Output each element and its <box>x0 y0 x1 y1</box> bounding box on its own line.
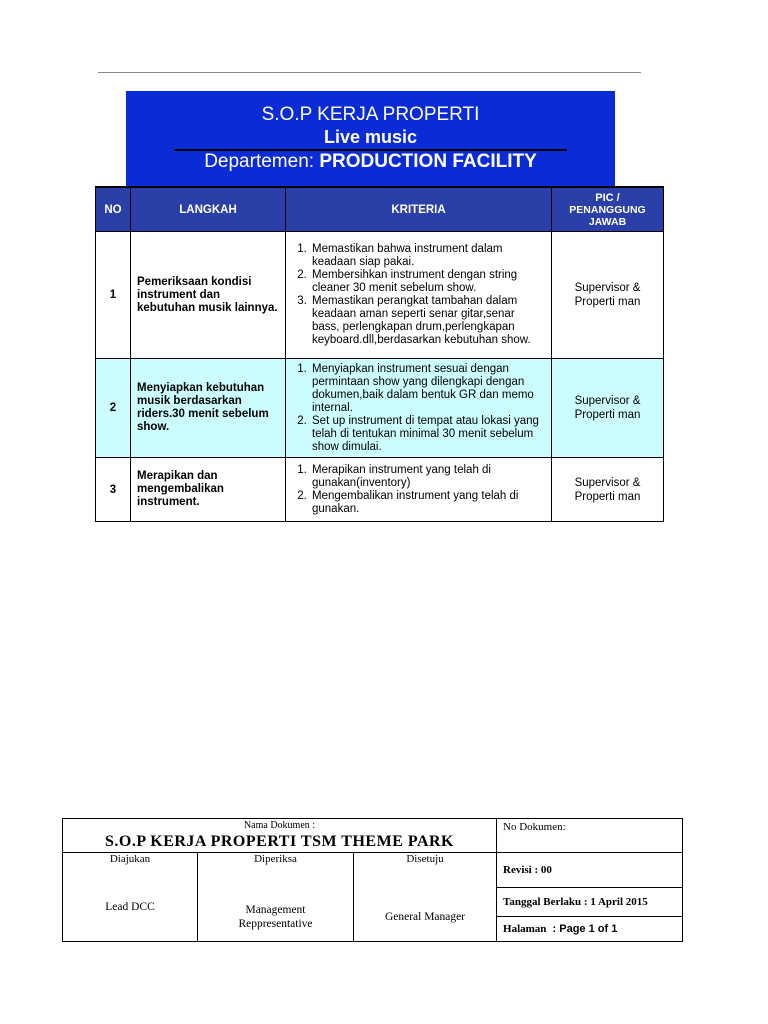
reviewed-cell <box>198 853 354 942</box>
page-cell <box>497 917 683 942</box>
approved-cell <box>354 853 497 942</box>
kriteria-item: 1. Menyiapkan instrument sesuai dengan permintaan show yang dilengkapi dengan dokumen,baik dalam bentuk GR dan memo internal. <box>310 363 543 415</box>
row-kriteria <box>286 232 552 359</box>
department-line <box>126 151 615 173</box>
effective-date-label: Tanggal Berlaku : <box>503 896 591 908</box>
document-name-cell <box>63 819 497 853</box>
submitted-cell <box>63 853 198 942</box>
header-pic-line1: PIC / <box>595 191 620 204</box>
row-langkah: Pemeriksaan kondisi instrument dan kebutuhan musik lainnya. <box>131 232 286 359</box>
row-kriteria <box>286 359 552 458</box>
row-pic <box>552 458 664 522</box>
reviewed-label: Diperiksa <box>254 853 297 865</box>
row-no: 1 <box>96 232 131 359</box>
approved-label: Disetuju <box>406 853 444 865</box>
kriteria-item: 2. Mengembalikan instrument yang telah di gunakan. <box>310 490 543 516</box>
row-no: 2 <box>96 359 131 458</box>
pic-line1: Supervisor & <box>574 395 641 407</box>
row-pic <box>552 232 664 359</box>
kriteria-item: 2. Membersihkan instrument dengan string cleaner 30 menit sebelum show. <box>310 269 543 295</box>
department-label: Departemen: <box>204 151 320 172</box>
sop-table <box>95 186 664 522</box>
kriteria-item: 3. Memastikan perangkat tambahan dalam keadaan aman seperti senar gitar,senar bass, perlengkapan drum,perlengkapan keyboard.dll,berdasarkan kebutuhan show. <box>310 295 543 347</box>
title-banner <box>126 91 615 186</box>
reviewed-value-line1: Management <box>245 904 306 916</box>
page-value: : Page 1 of 1 <box>546 923 618 935</box>
pic-line2: Properti man <box>574 490 641 503</box>
revision-value: 00 <box>540 864 552 876</box>
kriteria-item: 1. Merapikan instrument yang telah di gunakan(inventory) <box>310 464 543 490</box>
row-no: 3 <box>96 458 131 522</box>
header-pic-line3: JAWAB <box>588 215 627 228</box>
document-title: S.O.P KERJA PROPERTI <box>261 104 480 125</box>
header-pic-line2: PENANGGUNG <box>569 203 646 216</box>
top-divider <box>98 72 641 73</box>
document-number-label: No Dokumen: <box>503 821 566 833</box>
row-langkah: Merapikan dan mengembalikan instrument. <box>131 458 286 522</box>
submitted-label: Diajukan <box>109 853 151 865</box>
header-langkah: LANGKAH <box>131 187 286 232</box>
document-name: S.O.P KERJA PROPERTI TSM THEME PARK <box>105 833 454 850</box>
department-name: PRODUCTION FACILITY <box>319 151 537 172</box>
header-pic <box>552 187 664 232</box>
row-langkah: Menyiapkan kebutuhan musik berdasarkan riders.30 menit sebelum show. <box>131 359 286 458</box>
revision-cell <box>497 853 683 888</box>
effective-date-value: 1 April 2015 <box>590 896 648 908</box>
kriteria-item: 2. Set up instrument di tempat atau lokasi yang telah di tentukan minimal 30 menit sebelum show dimulai. <box>310 415 543 454</box>
table-row <box>96 458 664 522</box>
pic-line2: Properti man <box>574 409 641 421</box>
document-number-cell <box>497 819 683 853</box>
header-no: NO <box>96 187 131 232</box>
document-subtitle: Live music <box>323 127 418 147</box>
document-name-label: Nama Dokumen : <box>243 820 316 831</box>
approved-value: General Manager <box>384 911 466 923</box>
pic-line2: Properti man <box>574 296 641 308</box>
page-label: Halaman <box>503 923 547 935</box>
kriteria-item: 1. Memastikan bahwa instrument dalam keadaan siap pakai. <box>310 243 543 269</box>
revision-label: Revisi : <box>503 864 541 876</box>
row-kriteria <box>286 458 552 522</box>
effective-date-cell <box>497 888 683 917</box>
row-pic <box>552 359 664 458</box>
pic-line1: Supervisor & <box>574 476 641 489</box>
pic-line1: Supervisor & <box>574 282 641 294</box>
document-footer <box>62 818 683 942</box>
reviewed-value-line2: Reppresentative <box>238 918 313 930</box>
table-row <box>96 359 664 458</box>
table-header-row <box>96 187 664 232</box>
header-kriteria: KRITERIA <box>286 187 552 232</box>
submitted-value: Lead DCC <box>105 901 155 913</box>
table-row <box>96 232 664 359</box>
